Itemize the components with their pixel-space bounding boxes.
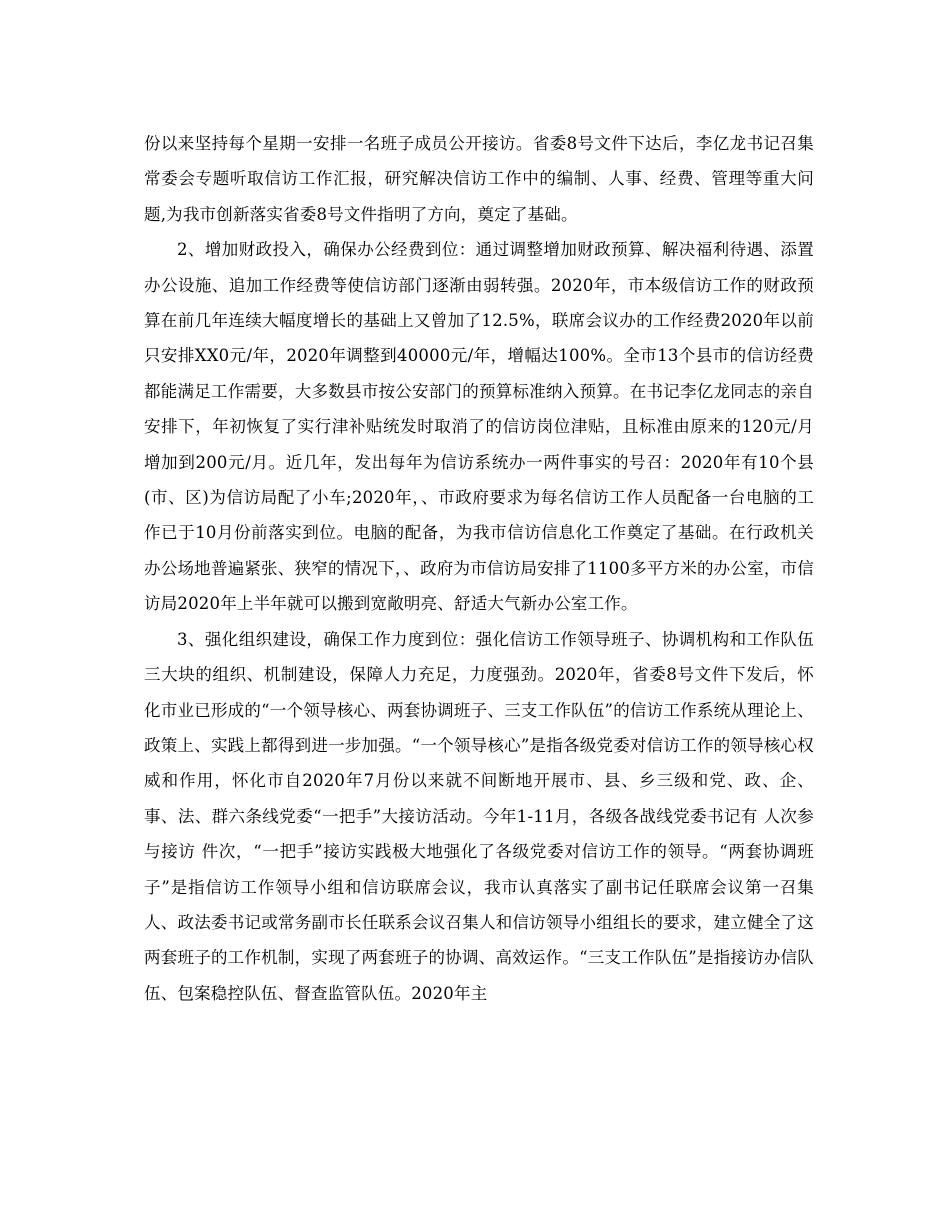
paragraph-3: 3、强化组织建设，确保工作力度到位：强化信访工作领导班子、协调机构和工作队伍三大块的组织、机制建设，保障人力充足，力度强劲。2020年，省委8号文件下发后，怀化市业已形成的“一个领导核心、两套协调班子、三支工作队伍”的信访工作系统从理论上、政策上、实践上都得到进一步加强。“一个领导核心”是指各级党委对信访工作的领导核心权威和作用，怀化市自2020年7月份以来就不间断地开展市、县、乡三级和党、政、企、事、法、群六条线党委“一把手”大接访活动。今年1-11月，各级各战线党委书记有 人次参与接访 件次，“一把手”接访实践极大地强化了各级党委对信访工作的领导。“两套协调班子”是指信访工作领导小组和信访联席会议，我市认真落实了副书记任联席会议第一召集人、政法委书记或常务副市长任联系会议召集人和信访领导小组组长的要求，建立健全了这两套班子的工作机制，实现了两套班子的协调、高效运作。“三支工作队伍”是指接访办信队伍、包案稳控队伍、督查监管队伍。2020年主 [144, 629, 814, 1003]
paragraph-1: 份以来坚持每个星期一安排一名班子成员公开接访。省委8号文件下达后，李亿龙书记召集常委会专题听取信访工作汇报，研究解决信访工作中的编制、人事、经费、管理等重大问题,为我市创新落实省委8号文件指明了方向，奠定了基础。 [144, 134, 814, 224]
paragraph-2: 2、增加财政投入，确保办公经费到位：通过调整增加财政预算、解决福利待遇、添置办公设施、追加工作经费等使信访部门逐渐由弱转强。2020年，市本级信访工作的财政预算在前几年连续大幅度增长的基础上又曾加了12.5%，联席会议办的工作经费2020年以前只安排XX0元/年，2020年调整到40000元/年，增幅达100%。全市13个县市的信访经费都能满足工作需要，大多数县市按公安部门的预算标准纳入预算。在书记李亿龙同志的亲自安排下，年初恢复了实行津补贴统发时取消了的信访岗位津贴，且标准由原来的120元/月增加到200元/月。近几年，发出每年为信访系统办一两件事实的号召：2020年有10个县(市、区)为信访局配了小车;2020年，、市政府要求为每名信访工作人员配备一台电脑的工作已于10月份前落实到位。电脑的配备，为我市信访信息化工作奠定了基础。在行政机关办公场地普遍紧张、狭窄的情况下，、政府为市信访局安排了1100多平方米的办公室，市信访局2020年上半年就可以搬到宽敞明亮、舒适大气新办公室工作。 [144, 240, 814, 614]
document-body [144, 126, 814, 1011]
